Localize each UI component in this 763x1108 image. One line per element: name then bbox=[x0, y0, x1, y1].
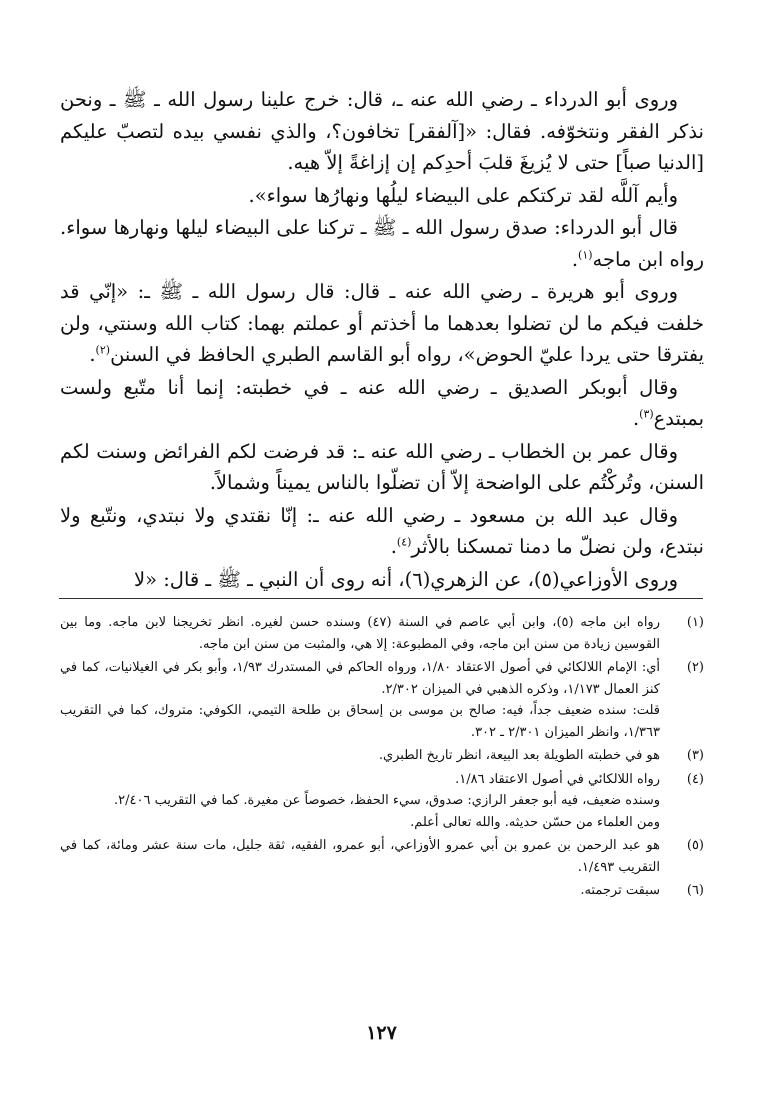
footnote-item bbox=[60, 612, 704, 655]
footnote-text: هو عبد الرحمن بن عمرو بن أبي عمرو الأوزاعي، أبو عمرو، الفقيه، ثقة جليل، مات سنة عشر ومائة، كما في التقريب ١/٤٩٣. bbox=[60, 838, 660, 875]
footnote-item bbox=[60, 880, 704, 902]
page-number: ١٢٧ bbox=[366, 1022, 397, 1044]
footnote-number: (٢) bbox=[686, 660, 704, 675]
footnotes bbox=[60, 612, 704, 904]
footnote-ref[interactable]: (٤) bbox=[396, 535, 412, 549]
footnote-text: رواه ابن ماجه (٥)، وابن أبي عاصم في السنة (٤٧) وسنده حسن لغيره. انظر تخريجنا لابن ماجه. وما بين القوسين زيادة من سنن ابن ماجه، وفي المطبوعة: إلا هي، والمثبت من سنن ابن ماجه. bbox=[60, 615, 660, 652]
footnote-number: (٦) bbox=[686, 883, 704, 898]
footnote-text: هو في خطبته الطويلة بعد البيعة، انظر تاريخ الطبري. bbox=[378, 748, 660, 763]
main-text bbox=[60, 84, 704, 595]
paragraph: قال أبو الدرداء: صدق رسول الله ـ ﷺ ـ تركنا على البيضاء ليلها ونهارها سواء. رواه ابن ماجه$^{(١)}$. bbox=[60, 216, 704, 271]
footnote-text: قلت: سنده ضعيف جداً، فيه: صالح بن موسى بن إسحاق بن طلحة التيمي، الكوفي: متروك، كما في التقريب ١/٣٦٣، وانظر الميزان ٢/٣٠١ ـ ٣٠٢. bbox=[60, 703, 660, 740]
footnote-item bbox=[60, 769, 704, 834]
paragraph: وروى أبو الدرداء ـ رضي الله عنه ـ، قال: خرج علينا رسول الله ـ ﷺ ـ ونحن نذكر الفقر ونتخوّفه. فقال: «[آلفقر] تخافون؟، والذي نفسي بيده لتصبّ عليكم [الدنيا صباً] حتى لا يُزيغَ قلبَ أحدِكم إن إزاغةً إلاّ هيه. bbox=[60, 88, 704, 174]
paragraph: وقال أبوبكر الصديق ـ رضي الله عنه ـ في خطبته: إنما أنا متّبع ولست بمبتدع$^{(٣)}$. bbox=[60, 375, 704, 430]
footnote-text: أي: الإمام اللالكائي في أصول الاعتقاد ١/٨٠، ورواه الحاكم في المستدرك ١/٩٣، وأبو بكر في الغيلانيات، كما في كنز العمال ١/١٧٣، وذكره الذهبي في الميزان ٢/٣٠٢. bbox=[60, 660, 660, 697]
footnote-ref[interactable]: (٢) bbox=[95, 343, 111, 357]
footnote-item bbox=[60, 657, 704, 743]
footnote-divider bbox=[59, 598, 703, 599]
footnote-item bbox=[60, 835, 704, 878]
footnote-text: ومن العلماء من حسّن حديثه. والله تعالى أعلم. bbox=[410, 814, 660, 830]
footnote-number: (٣) bbox=[686, 748, 704, 763]
footnote-text: وسنده ضعيف، فيه أبو جعفر الرازي: صدوق، سيء الحفظ، خصوصاً عن مغيرة. كما في التقريب ٢/٤٠٦. bbox=[114, 793, 660, 808]
footnote-text: سبقت ترجمته. bbox=[580, 883, 660, 898]
footnote-ref[interactable]: (١) bbox=[578, 248, 593, 261]
footnote-number: (١) bbox=[686, 615, 704, 630]
paragraph: وروى الأوزاعي(٥)، عن الزهري(٦)، أنه روى أن النبي ـ ﷺ ـ قال: «لا bbox=[133, 567, 678, 591]
footnote-ref[interactable]: (٣) bbox=[639, 407, 654, 421]
paragraph: وأيم آللَّه لقد تركتكم على البيضاء ليلُها ونهارُها سواء». bbox=[248, 183, 678, 207]
paragraph: وقال عمر بن الخطاب ـ رضي الله عنه ـ: قد فرضت لكم الفرائض وسنت لكم السنن، وتُركْتُم على الواضحة إلاّ أن تضلّوا بالناس يميناً وشمالاً. bbox=[60, 439, 704, 494]
footnote-number: (٤) bbox=[686, 771, 704, 787]
footnote-item bbox=[60, 745, 704, 767]
paragraph: وروى أبو هريرة ـ رضي الله عنه ـ قال: قال رسول الله ـ ﷺ ـ: «إنّي قد خلفت فيكم ما لن تضلوا بعدهما ما أخذتم أو عملتم بهما: كتاب الله وسنتي، ولن يفترقا حتى يردا عليّ الحوض»، رواه أبو القاسم الطبري الحافظ في السنن$^{(٢)}$. bbox=[60, 280, 704, 366]
footnote-text: رواه اللالكائي في أصول الاعتقاد ١/٨٦. bbox=[455, 771, 660, 787]
paragraph: وقال عبد الله بن مسعود ـ رضي الله عنه ـ: إنّا نقتدي ولا نبتدي، ونتّبع ولا نبتدع، ولن نضلّ ما دمنا تمسكنا بالأثر$^{(٤)}$. bbox=[60, 503, 704, 558]
footnote-number: (٥) bbox=[686, 838, 704, 853]
